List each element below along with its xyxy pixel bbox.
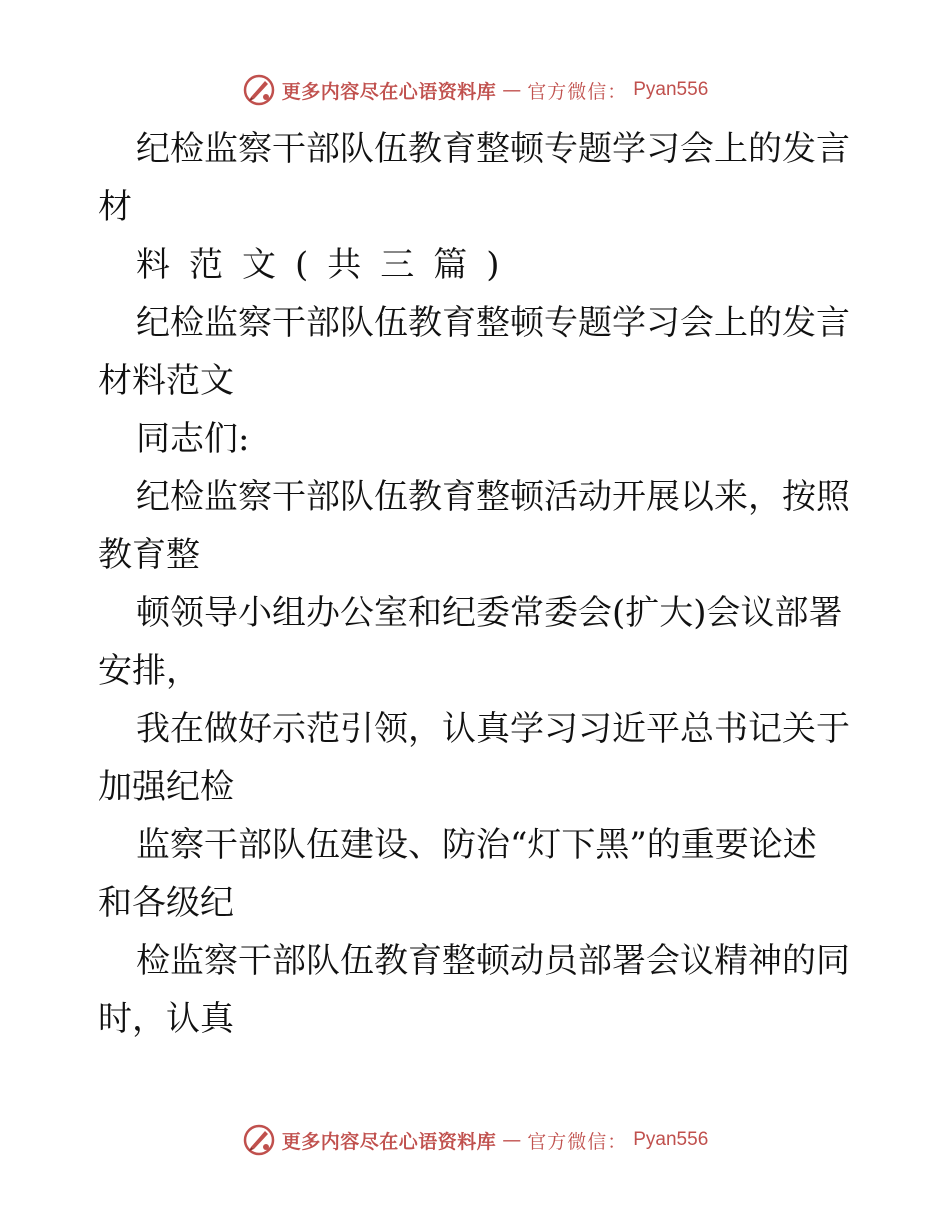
banner-wechat-id: Pyan556 <box>633 79 709 100</box>
document-body <box>98 120 850 1048</box>
banner-site-name: 更多内容尽在心语资料库 <box>281 1130 497 1153</box>
doc-subtitle-line-1: 纪检监察干部队伍教育整顿专题学习会上的发言 <box>136 303 850 343</box>
doc-paragraph-line: 检监察干部队伍教育整顿动员部署会议精神的同 <box>136 941 850 981</box>
banner-dash: — <box>502 1129 522 1151</box>
doc-salutation: 同志们: <box>136 419 250 459</box>
doc-paragraph-line: 纪检监察干部队伍教育整顿活动开展以来，按照 <box>136 477 850 517</box>
doc-paragraph-line: 顿领导小组办公室和纪委常委会(扩大)会议部署 <box>136 593 843 633</box>
quill-pen-logo-icon <box>242 1123 276 1157</box>
footer-banner <box>0 1120 950 1160</box>
doc-paragraph-line: 安排， <box>98 651 200 691</box>
header-banner <box>0 70 950 110</box>
banner-wechat-label: 官方微信： <box>527 1130 628 1153</box>
banner-wechat-label: 官方微信： <box>527 80 628 103</box>
doc-paragraph-line: 监察干部队伍建设、防治“灯下黑”的重要论述 <box>136 825 817 865</box>
quill-pen-logo-icon <box>242 73 276 107</box>
banner-site-name: 更多内容尽在心语资料库 <box>281 80 497 103</box>
doc-subtitle-line-2: 材料范文 <box>98 361 234 401</box>
doc-paragraph-line: 加强纪检 <box>98 767 234 807</box>
doc-title-line-1: 纪检监察干部队伍教育整顿专题学习会上的发言 <box>136 129 850 169</box>
doc-paragraph-line: 和各级纪 <box>98 883 234 923</box>
doc-title-line-2: 材 <box>98 187 132 227</box>
banner-dash: — <box>502 79 522 101</box>
banner-wechat-id: Pyan556 <box>633 1129 709 1150</box>
doc-title-line-3: 料范文(共三篇) <box>136 245 519 285</box>
doc-paragraph-line: 教育整 <box>98 535 200 575</box>
doc-paragraph-line: 我在做好示范引领，认真学习习近平总书记关于 <box>136 709 850 749</box>
doc-paragraph-line: 时，认真 <box>98 999 234 1039</box>
